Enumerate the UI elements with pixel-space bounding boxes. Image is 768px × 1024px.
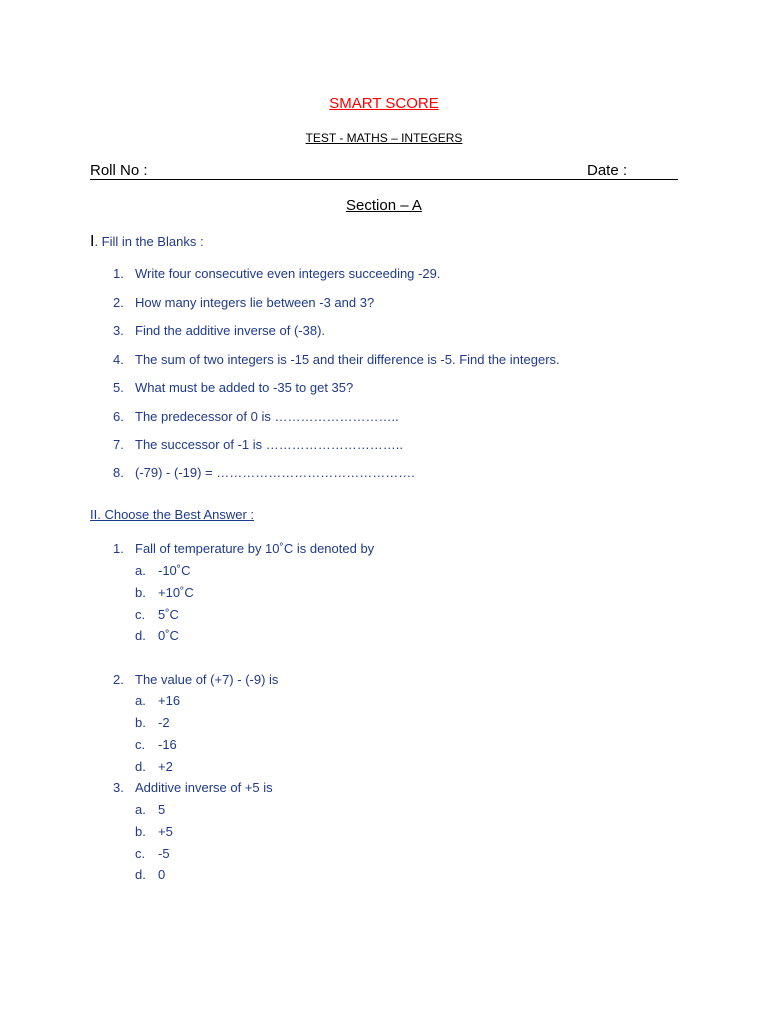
answer-option	[135, 693, 435, 711]
question-text: Fall of temperature by 10˚C is denoted by	[135, 541, 375, 556]
answer-option	[135, 759, 435, 777]
option-text: -10˚C	[158, 563, 191, 578]
option-text: +2	[158, 759, 173, 774]
question-number: 7.	[113, 437, 124, 452]
option-letter: d.	[135, 628, 146, 643]
fill-blank-question	[113, 465, 713, 483]
fill-blank-question	[113, 266, 713, 284]
option-text: +10˚C	[158, 585, 194, 600]
fill-blank-question	[113, 352, 713, 370]
option-text: 0˚C	[158, 628, 179, 643]
answer-option	[135, 715, 435, 733]
question-number: 2.	[113, 295, 124, 310]
fill-blank-question	[113, 380, 713, 398]
option-letter: b.	[135, 824, 146, 839]
part1-heading	[90, 233, 204, 251]
question-text: Additive inverse of +5 is	[135, 780, 273, 795]
question-number: 1.	[113, 266, 124, 281]
option-text: 5˚C	[158, 607, 179, 622]
test-subtitle: TEST - MATHS – INTEGERS	[305, 131, 463, 145]
option-text: 5	[158, 802, 166, 817]
question-text: What must be added to -35 to get 35?	[135, 380, 354, 395]
fill-blank-question	[113, 295, 713, 313]
mcq-question	[113, 672, 713, 690]
question-number: 1.	[113, 541, 124, 556]
option-text: -16	[158, 737, 177, 752]
answer-option	[135, 737, 435, 755]
option-letter: c.	[135, 846, 146, 861]
question-number: 8.	[113, 465, 124, 480]
date-label: Date :	[587, 162, 628, 179]
option-letter: d.	[135, 867, 146, 882]
answer-option	[135, 867, 435, 885]
option-letter: a.	[135, 563, 146, 578]
question-number: 6.	[113, 409, 124, 424]
option-text: +16	[158, 693, 181, 708]
question-text: Write four consecutive even integers succeeding -29.	[135, 266, 441, 281]
option-text: -5	[158, 846, 170, 861]
answer-option	[135, 563, 435, 581]
question-text: (-79) - (-19) = ……………………………………….	[135, 465, 415, 480]
question-number: 3.	[113, 323, 124, 338]
question-text: Find the additive inverse of (-38).	[135, 323, 326, 338]
question-text: The sum of two integers is -15 and their difference is -5. Find the integers.	[135, 352, 560, 367]
option-text: 0	[158, 867, 166, 882]
option-letter: c.	[135, 737, 146, 752]
question-number: 2.	[113, 672, 124, 687]
mcq-question	[113, 780, 713, 798]
question-number: 4.	[113, 352, 124, 367]
part1-roman-numeral: I	[90, 233, 95, 250]
question-text: How many integers lie between -3 and 3?	[135, 295, 375, 310]
answer-option	[135, 628, 435, 646]
answer-option	[135, 824, 435, 842]
question-text: The value of (+7) - (-9) is	[135, 672, 279, 687]
question-text: The successor of -1 is …………………………..	[135, 437, 403, 452]
fill-blank-question	[113, 437, 713, 455]
option-letter: c.	[135, 607, 146, 622]
answer-option	[135, 585, 435, 603]
option-letter: d.	[135, 759, 146, 774]
part1-heading-text: . Fill in the Blanks :	[94, 234, 204, 249]
option-letter: a.	[135, 802, 146, 817]
section-title: Section – A	[346, 197, 422, 214]
option-letter: b.	[135, 715, 146, 730]
answer-option	[135, 607, 435, 625]
question-number: 3.	[113, 780, 124, 795]
brand-title: SMART SCORE	[329, 95, 439, 112]
option-text: -2	[158, 715, 170, 730]
fill-blank-question	[113, 323, 713, 341]
answer-option	[135, 846, 435, 864]
question-number: 5.	[113, 380, 124, 395]
part2-heading: II. Choose the Best Answer :	[90, 507, 255, 522]
option-letter: a.	[135, 693, 146, 708]
question-text: The predecessor of 0 is ………………………..	[135, 409, 399, 424]
date-line	[587, 179, 678, 180]
fill-blank-question	[113, 409, 713, 427]
roll-no-label: Roll No :	[90, 162, 148, 179]
option-letter: b.	[135, 585, 146, 600]
mcq-question	[113, 541, 713, 559]
option-text: +5	[158, 824, 173, 839]
roll-no-line	[90, 179, 590, 180]
answer-option	[135, 802, 435, 820]
